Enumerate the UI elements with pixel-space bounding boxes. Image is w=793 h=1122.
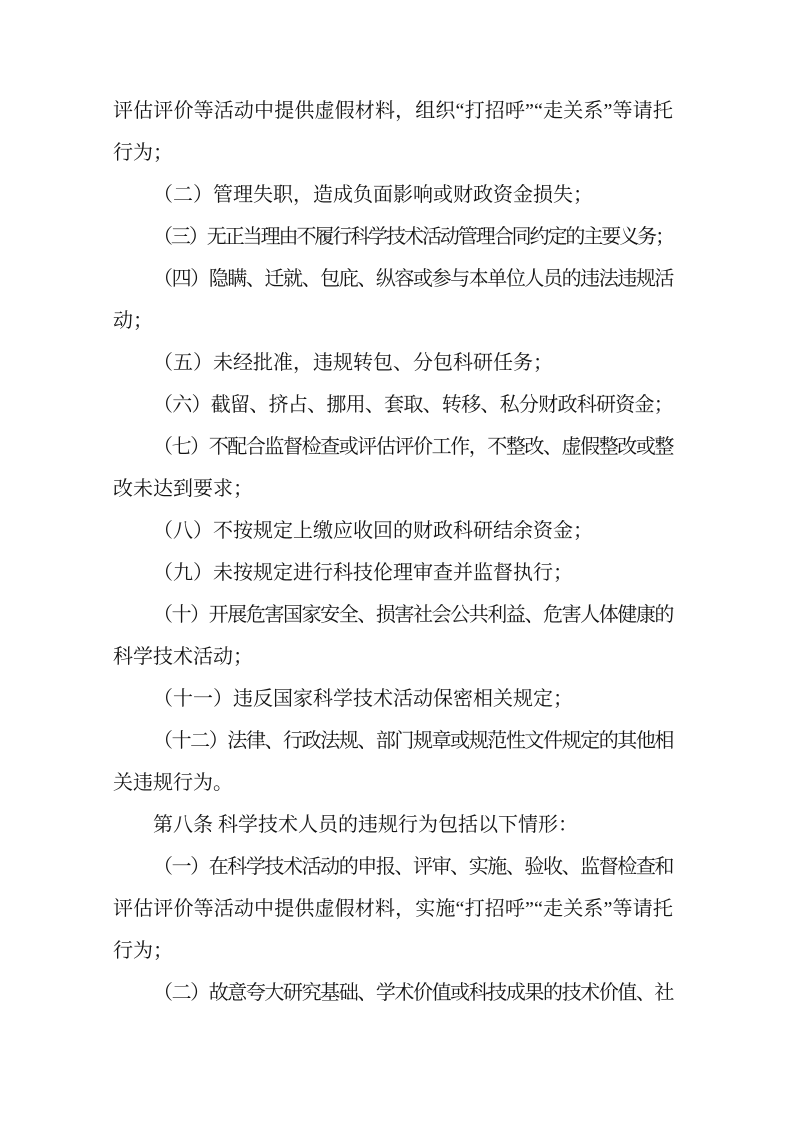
text-line bbox=[113, 594, 673, 636]
text-line bbox=[113, 426, 673, 468]
text-line bbox=[113, 468, 673, 510]
text-run: 关违规行为。 bbox=[113, 772, 233, 794]
text-line bbox=[113, 90, 673, 132]
text-run: 动； bbox=[113, 310, 153, 332]
text-run: （十一）违反国家科学技术活动保密相关规定； bbox=[153, 688, 573, 710]
text-line bbox=[113, 636, 673, 678]
text-line bbox=[113, 216, 673, 258]
text-run: 第八条 科学技术人员的违规行为包括以下情形： bbox=[153, 814, 578, 836]
text-run: （十）开展危害国家安全、损害社会公共利益、危害人体健康的 bbox=[153, 604, 673, 626]
document-body bbox=[113, 90, 673, 1014]
text-line bbox=[113, 132, 673, 174]
text-line bbox=[113, 552, 673, 594]
text-line bbox=[113, 720, 673, 762]
text-run: （七）不配合监督检查或评估评价工作，不整改、虚假整改或整 bbox=[153, 436, 673, 458]
text-line bbox=[113, 678, 673, 720]
text-run: 评估评价等活动中提供虚假材料，实施“打招呼”“走关系”等请托 bbox=[113, 898, 673, 920]
text-line bbox=[113, 510, 673, 552]
text-run: 行为； bbox=[113, 142, 173, 164]
text-run: 行为； bbox=[113, 940, 173, 962]
text-line bbox=[113, 762, 673, 804]
text-line bbox=[113, 342, 673, 384]
text-run: 改未达到要求； bbox=[113, 478, 253, 500]
text-line bbox=[113, 888, 673, 930]
text-run: （一）在科学技术活动的申报、评审、实施、验收、监督检查和 bbox=[153, 856, 673, 878]
text-run: （五）未经批准，违规转包、分包科研任务； bbox=[153, 352, 553, 374]
text-run: 评估评价等活动中提供虚假材料，组织“打招呼”“走关系”等请托 bbox=[113, 100, 673, 122]
text-run: 科学技术活动； bbox=[113, 646, 253, 668]
text-line bbox=[113, 258, 673, 300]
text-line bbox=[113, 846, 673, 888]
text-line bbox=[113, 174, 673, 216]
text-run: （十二）法律、行政法规、部门规章或规范性文件规定的其他相 bbox=[153, 730, 673, 752]
text-run: （二）管理失职，造成负面影响或财政资金损失； bbox=[153, 184, 593, 206]
text-line bbox=[113, 972, 673, 1014]
text-run: （三）无正当理由不履行科学技术活动管理合同约定的主要义务； bbox=[153, 226, 673, 248]
text-line bbox=[113, 804, 673, 846]
text-run: （六）截留、挤占、挪用、套取、转移、私分财政科研资金； bbox=[153, 394, 673, 416]
text-run: （二）故意夸大研究基础、学术价值或科技成果的技术价值、社 bbox=[153, 982, 673, 1004]
text-line bbox=[113, 930, 673, 972]
text-run: （九）未按规定进行科技伦理审查并监督执行； bbox=[153, 562, 573, 584]
text-run: （八）不按规定上缴应收回的财政科研结余资金； bbox=[153, 520, 593, 542]
text-run: （四）隐瞒、迁就、包庇、纵容或参与本单位人员的违法违规活 bbox=[153, 268, 673, 290]
text-line bbox=[113, 384, 673, 426]
text-line bbox=[113, 300, 673, 342]
